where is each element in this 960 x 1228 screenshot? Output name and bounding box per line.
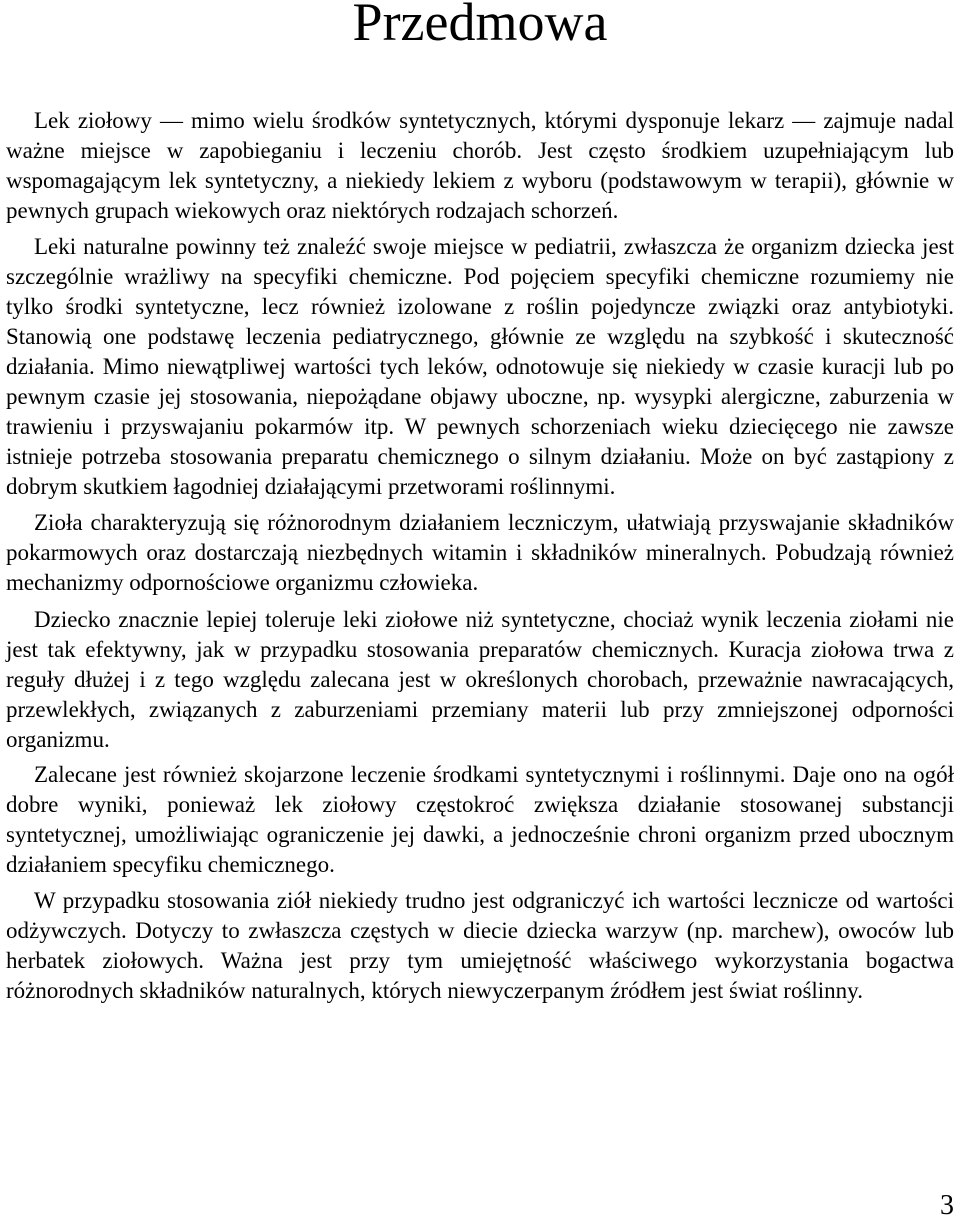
page-title: Przedmowa bbox=[352, 0, 608, 52]
paragraph-5: Zalecane jest również skojarzone leczenie środkami syntetycznymi i roślinnymi. Daje ono na ogół dobre wyniki, ponieważ lek ziołowy częstokroć zwiększa działanie stosowanej substancji syntetycznej, umożliwiając ograniczenie jej dawki, a jednocześnie chroni organizm przed ubocznym działaniem specyfiku chemicznego. bbox=[6, 762, 954, 877]
paragraph-3: Zioła charakteryzują się różnorodnym działaniem leczniczym, ułatwiają przyswajanie składników pokarmowych oraz dostarczają niezbędnych witamin i składników mineralnych. Pobudzają również mechanizmy odpornościowe organizmu człowieka. bbox=[6, 510, 954, 595]
page-number: 3 bbox=[940, 1190, 954, 1221]
paragraph-2: Leki naturalne powinny też znaleźć swoje miejsce w pediatrii, zwłaszcza że organizm dziecka jest szczególnie wrażliwy na specyfiki chemiczne. Pod pojęciem specyfiki chemiczne rozumiemy nie tylko środki syntetyczne, lecz również izolowane z roślin pojedyncze związki oraz antybiotyki. Stanowią one podstawę leczenia pediatrycznego, głównie ze względu na szybkość i skuteczność działania. Mimo niewątpliwej wartości tych leków, odnotowuje się niekiedy w czasie kuracji lub po pewnym czasie jej stosowania, niepożądane objawy uboczne, np. wysypki alergiczne, zaburzenia w trawieniu i przyswajaniu pokarmów itp. W pewnych schorzeniach wieku dziecięcego nie zawsze istnieje potrzeba stosowania preparatu chemicznego o silnym działaniu. Może on być zastąpiony z dobrym skutkiem łagodniej działającymi przetworami roślinnymi. bbox=[6, 234, 954, 499]
paragraph-1: Lek ziołowy — mimo wielu środków syntetycznych, którymi dysponuje lekarz — zajmuje nadal ważne miejsce w zapobieganiu i leczeniu chorób. Jest często środkiem uzupełniającym lub wspomagającym lek syntetyczny, a niekiedy lekiem z wyboru (podstawowym w terapii), głównie w pewnych grupach wiekowych oraz niektórych rodzajach schorzeń. bbox=[6, 108, 954, 223]
body-text bbox=[6, 106, 954, 1012]
paragraph-4: Dziecko znacznie lepiej toleruje leki ziołowe niż syntetyczne, chociaż wynik leczenia ziołami nie jest tak efektywny, jak w przypadku stosowania preparatów chemicznych. Kuracja ziołowa trwa z reguły dłużej i z tego względu zalecana jest w określonych chorobach, przeważnie nawracających, przewlekłych, związanych z zaburzeniami przemiany materii lub przy zmniejszonej odporności organizmu. bbox=[6, 607, 954, 752]
paragraph-6: W przypadku stosowania ziół niekiedy trudno jest odgraniczyć ich wartości lecznicze od wartości odżywczych. Dotyczy to zwłaszcza częstych w diecie dziecka warzyw (np. marchew), owoców lub herbatek ziołowych. Ważna jest przy tym umiejętność właściwego wykorzystania bogactwa różnorodnych składników naturalnych, których niewyczerpanym źródłem jest świat roślinny. bbox=[6, 888, 954, 1003]
